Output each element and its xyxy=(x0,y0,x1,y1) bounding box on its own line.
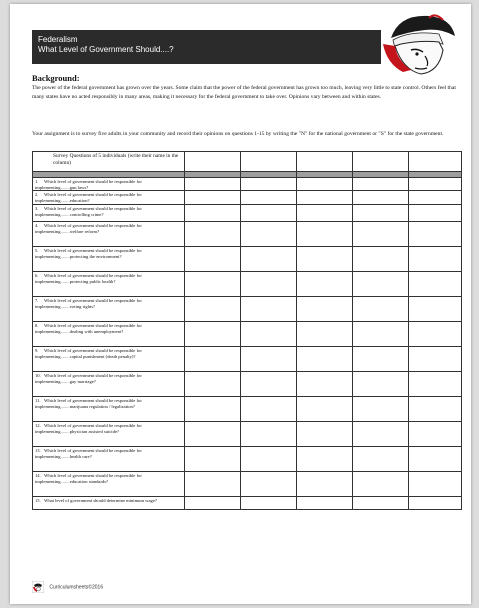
question-number: 11. xyxy=(35,397,41,403)
answer-cell[interactable] xyxy=(409,296,462,321)
question-cell xyxy=(33,371,185,396)
answer-cell[interactable] xyxy=(185,271,241,296)
answer-cell[interactable] xyxy=(353,421,409,446)
question-number: 5. xyxy=(35,247,39,253)
answer-cell[interactable] xyxy=(241,191,297,204)
answer-cell[interactable] xyxy=(353,296,409,321)
answer-cell[interactable] xyxy=(297,191,353,204)
title-banner xyxy=(32,30,387,64)
answer-cell[interactable] xyxy=(185,191,241,204)
answer-cell[interactable] xyxy=(409,246,462,271)
answer-cell[interactable] xyxy=(297,221,353,246)
answer-cell[interactable] xyxy=(409,321,462,346)
survey-header-row xyxy=(33,152,462,172)
answer-cell[interactable] xyxy=(297,421,353,446)
name-column-3[interactable] xyxy=(297,152,353,172)
name-column-1[interactable] xyxy=(185,152,241,172)
answer-cell[interactable] xyxy=(297,296,353,321)
answer-cell[interactable] xyxy=(353,446,409,471)
answer-cell[interactable] xyxy=(297,496,353,509)
answer-cell[interactable] xyxy=(297,346,353,371)
answer-cell[interactable] xyxy=(185,204,241,221)
table-row xyxy=(33,471,462,496)
question-text: Which level of government should be responsible for implementing........welfare reform? xyxy=(35,222,142,234)
table-row xyxy=(33,496,462,509)
question-text: Which level of government should be responsible for implementing........physician assisted suicide? xyxy=(35,422,142,434)
answer-cell[interactable] xyxy=(353,371,409,396)
table-row xyxy=(33,178,462,191)
answer-cell[interactable] xyxy=(241,204,297,221)
question-text: Which level of government should be responsible for implementing........gay marriage? xyxy=(35,372,142,384)
answer-cell[interactable] xyxy=(409,446,462,471)
background-heading: Background: xyxy=(32,73,80,83)
table-row xyxy=(33,296,462,321)
answer-cell[interactable] xyxy=(409,496,462,509)
answer-cell[interactable] xyxy=(297,371,353,396)
page-subtitle: What Level of Government Should....? xyxy=(38,45,174,54)
survey-header: Survey Questions of 5 individuals (write their name in the column) xyxy=(33,152,185,172)
answer-cell[interactable] xyxy=(353,191,409,204)
table-row xyxy=(33,421,462,446)
answer-cell[interactable] xyxy=(185,396,241,421)
footer-copyright: Curriculumsheets©2016 xyxy=(49,584,104,591)
answer-cell[interactable] xyxy=(353,346,409,371)
question-text: Which level of government should be responsible for implementing........voting rights? xyxy=(35,297,142,309)
answer-cell[interactable] xyxy=(353,271,409,296)
patriot-mascot-logo-icon xyxy=(381,10,459,78)
answer-cell[interactable] xyxy=(409,396,462,421)
question-cell xyxy=(33,178,185,191)
question-text: Which level of government should be responsible for implementing........protecting the environment? xyxy=(35,247,142,259)
question-number: 4. xyxy=(35,222,39,228)
table-row xyxy=(33,246,462,271)
table-row xyxy=(33,396,462,421)
answer-cell[interactable] xyxy=(409,271,462,296)
answer-cell[interactable] xyxy=(409,221,462,246)
table-row xyxy=(33,446,462,471)
question-text: Which level of government should be responsible for implementing........education? xyxy=(35,192,142,204)
answer-cell[interactable] xyxy=(241,421,297,446)
question-number: 1. xyxy=(35,179,39,184)
table-row xyxy=(33,221,462,246)
answer-cell[interactable] xyxy=(353,204,409,221)
answer-cell[interactable] xyxy=(297,271,353,296)
answer-cell[interactable] xyxy=(185,496,241,509)
question-number: 9. xyxy=(35,347,39,353)
question-cell xyxy=(33,471,185,496)
question-cell xyxy=(33,221,185,246)
question-number: 2. xyxy=(35,192,39,198)
answer-cell[interactable] xyxy=(297,396,353,421)
table-row xyxy=(33,271,462,296)
question-number: 3. xyxy=(35,205,39,211)
question-text: Which level of government should be responsible for implementing........controlling crime? xyxy=(35,205,142,217)
answer-cell[interactable] xyxy=(353,496,409,509)
question-cell xyxy=(33,321,185,346)
question-number: 6. xyxy=(35,272,39,278)
question-cell xyxy=(33,396,185,421)
footer-logo-icon xyxy=(32,581,44,593)
name-column-4[interactable] xyxy=(353,152,409,172)
answer-cell[interactable] xyxy=(185,246,241,271)
answer-cell[interactable] xyxy=(297,446,353,471)
question-text: Which level of government should be responsible for implementing........marijuana regulation / legalization? xyxy=(35,397,142,409)
table-row xyxy=(33,191,462,204)
worksheet-page xyxy=(10,4,471,604)
answer-cell[interactable] xyxy=(185,371,241,396)
answer-cell[interactable] xyxy=(353,471,409,496)
answer-cell[interactable] xyxy=(353,396,409,421)
answer-cell[interactable] xyxy=(353,221,409,246)
question-cell xyxy=(33,421,185,446)
question-number: 8. xyxy=(35,322,39,328)
answer-cell[interactable] xyxy=(185,471,241,496)
answer-cell[interactable] xyxy=(185,321,241,346)
question-number: 15. xyxy=(35,497,41,503)
answer-cell[interactable] xyxy=(409,346,462,371)
answer-cell[interactable] xyxy=(353,178,409,191)
question-cell xyxy=(33,346,185,371)
answer-cell[interactable] xyxy=(297,321,353,346)
question-text: Which level of government should be responsible for implementing........health care? xyxy=(35,447,142,459)
name-column-2[interactable] xyxy=(241,152,297,172)
question-number: 12. xyxy=(35,422,41,428)
page-title: Federalism xyxy=(38,35,78,44)
table-row xyxy=(33,346,462,371)
answer-cell[interactable] xyxy=(241,371,297,396)
question-cell xyxy=(33,496,185,509)
answer-cell[interactable] xyxy=(241,446,297,471)
question-cell xyxy=(33,271,185,296)
answer-cell[interactable] xyxy=(241,178,297,191)
answer-cell[interactable] xyxy=(185,446,241,471)
answer-cell[interactable] xyxy=(185,421,241,446)
question-cell xyxy=(33,191,185,204)
answer-cell[interactable] xyxy=(353,246,409,271)
answer-cell[interactable] xyxy=(353,321,409,346)
answer-cell[interactable] xyxy=(185,346,241,371)
question-number: 13. xyxy=(35,447,41,453)
answer-cell[interactable] xyxy=(241,396,297,421)
answer-cell[interactable] xyxy=(241,471,297,496)
answer-cell[interactable] xyxy=(185,221,241,246)
answer-cell[interactable] xyxy=(241,246,297,271)
answer-cell[interactable] xyxy=(185,178,241,191)
answer-cell[interactable] xyxy=(409,191,462,204)
answer-cell[interactable] xyxy=(409,178,462,191)
answer-cell[interactable] xyxy=(241,296,297,321)
question-text: What level of government should determine minimum wage? xyxy=(44,497,157,503)
answer-cell[interactable] xyxy=(297,178,353,191)
question-rows xyxy=(33,178,462,510)
question-text: Which level of government should be responsible for implementing........capital punishment (death penalty)? xyxy=(35,347,142,359)
answer-cell[interactable] xyxy=(297,204,353,221)
answer-cell[interactable] xyxy=(241,496,297,509)
name-column-5[interactable] xyxy=(409,152,462,172)
answer-cell[interactable] xyxy=(241,221,297,246)
question-number: 10. xyxy=(35,372,41,378)
background-text: The power of the federal government has grown over the years. Some claim that the power of the federal government has grown too much, leaving very little to state control. Others feel that many states have no acted responsibly in many areas, making it necessary for the federal government to take over. Opinions vary between and within states. xyxy=(32,85,456,100)
question-cell xyxy=(33,204,185,221)
answer-cell[interactable] xyxy=(185,296,241,321)
question-cell xyxy=(33,446,185,471)
answer-cell[interactable] xyxy=(409,204,462,221)
question-number: 7. xyxy=(35,297,39,303)
answer-cell[interactable] xyxy=(241,346,297,371)
table-row xyxy=(33,321,462,346)
answer-cell[interactable] xyxy=(409,421,462,446)
question-cell xyxy=(33,246,185,271)
question-text: Which level of government should be responsible for implementing........dealing with unemployment? xyxy=(35,322,142,334)
answer-cell[interactable] xyxy=(241,271,297,296)
answer-cell[interactable] xyxy=(297,471,353,496)
answer-cell[interactable] xyxy=(241,321,297,346)
question-text: Which level of government should be responsible for implementing........education standards? xyxy=(35,472,142,484)
question-number: 14. xyxy=(35,472,41,478)
answer-cell[interactable] xyxy=(409,471,462,496)
question-text: Which level of government should be responsible for implementing........gun laws? xyxy=(35,179,142,190)
answer-cell[interactable] xyxy=(297,246,353,271)
survey-table xyxy=(32,151,462,510)
question-cell xyxy=(33,296,185,321)
assignment-text: Your assignment is to survey five adults in your community and record their opinions on questions 1-15 by writing the "N" for the national government or "S" for the state government. xyxy=(32,131,444,137)
footer xyxy=(32,581,103,593)
answer-cell[interactable] xyxy=(409,371,462,396)
question-text: Which level of government should be responsible for implementing........protecting public health? xyxy=(35,272,142,284)
table-row xyxy=(33,204,462,221)
table-row xyxy=(33,371,462,396)
